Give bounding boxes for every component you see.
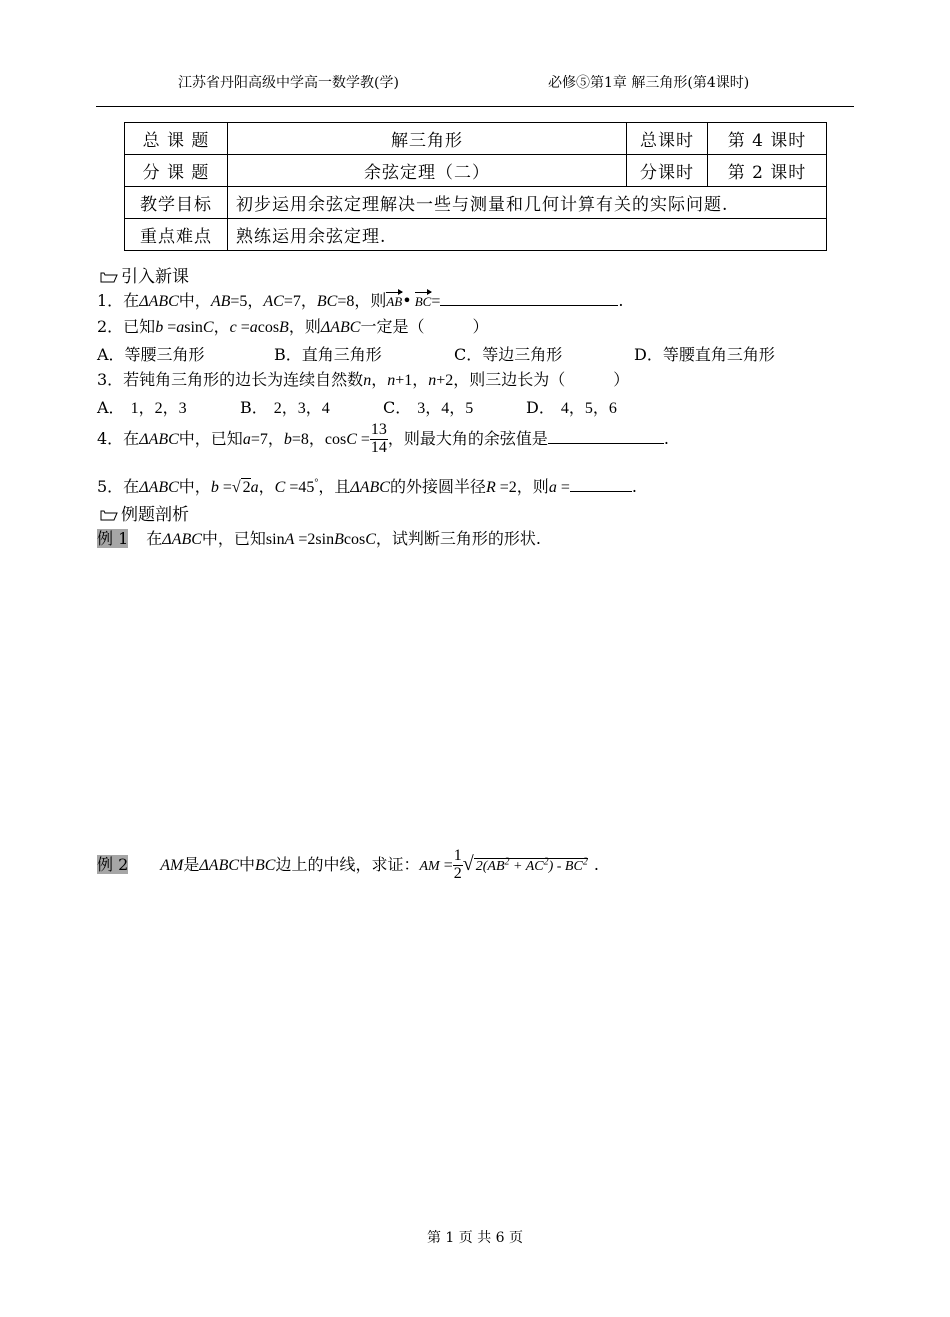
example-2: 例 2 AM是ΔABC中BC边上的中线，求证：AM = $\frac{1}{2}$ √ $2(AB^2 + AC^2) - BC^2$ . [97,847,599,882]
table-cell-label: 分课时 [627,155,708,187]
header-rule [96,106,854,107]
table-row [125,123,827,155]
table-cell-label: 总 课 题 [125,123,228,155]
question-5: 5．在ΔABC中，b =√ 2a，C =45°，且ΔABC的外接圆半径R =2，则a = . [97,477,637,496]
example-tag: 例 2 [97,854,129,874]
q2-option-d: D．等腰直角三角形 [634,345,775,364]
section-title: 例题剖析 [121,505,189,525]
question-2: 2．已知b =asinC，c =acosB，则ΔABC一定是（ ） [97,317,489,336]
page-footer: 第 1 页 共 6 页 [426,1230,524,1246]
table-cell-value: 熟练运用余弦定理. [228,219,827,251]
header-left: 江苏省丹阳高级中学高一数学教(学) [178,75,399,91]
q2-option-b: B．直角三角形 [274,345,382,364]
question-1: 1．在ΔABC中，AB=5，AC=7，BC=8，则AB• BC= . [97,291,624,310]
q3-option-d: D． 4，5，6 [526,398,617,417]
header-right: 必修⑤第1章 解三角形(第4课时) [548,75,750,91]
q2-option-a: A．等腰三角形 [97,345,205,364]
table-cell-value: 第 2 课时 [708,155,827,187]
section-title: 引入新课 [121,267,189,287]
q3-option-b: B． 2，3，4 [240,398,330,417]
answer-blank [548,429,664,444]
table-cell-value: 余弦定理（二） [228,155,627,187]
sqrt-expression: $2(AB^2 + AC^2) - BC^2$ [475,856,588,874]
q3-option-c: C． 3，4，5 [383,398,474,417]
table-cell-value: 第 4 课时 [708,123,827,155]
question-3: 3．若钝角三角形的边长为连续自然数n，n+1，n+2，则三边长为（ ） [97,370,630,389]
section-intro-heading [100,262,189,287]
section-examples-heading [100,500,189,525]
q3-option-a: A． 1，2，3 [97,398,187,417]
table-cell-label: 总课时 [627,123,708,155]
example-1: 例 1 在ΔABC中，已知sinA =2sinBcosC，试判断三角形的形状. [97,529,541,548]
answer-blank [440,291,618,306]
example-tag: 例 1 [97,529,129,548]
table-cell-label: 分 课 题 [125,155,228,187]
folder-icon [100,271,118,283]
table-row [125,155,827,187]
table-row [125,187,827,219]
table-cell-value: 解三角形 [228,123,627,155]
lesson-info-table [124,122,827,251]
question-4: 4．在ΔABC中，已知a=7，b=8，cosC = $\frac{13}{14}$ ，则最大角的余弦值是 . [97,421,670,456]
folder-icon [100,509,118,521]
table-row [125,219,827,251]
fraction: $\frac{13}{14}$ [370,421,387,456]
fraction: $\frac{1}{2}$ [453,847,462,882]
q2-option-c: C．等边三角形 [454,345,563,364]
answer-blank [570,477,632,492]
table-cell-value: 初步运用余弦定理解决一些与测量和几何计算有关的实际问题. [228,187,827,219]
table-cell-label: 重点难点 [125,219,228,251]
table-cell-label: 教学目标 [125,187,228,219]
